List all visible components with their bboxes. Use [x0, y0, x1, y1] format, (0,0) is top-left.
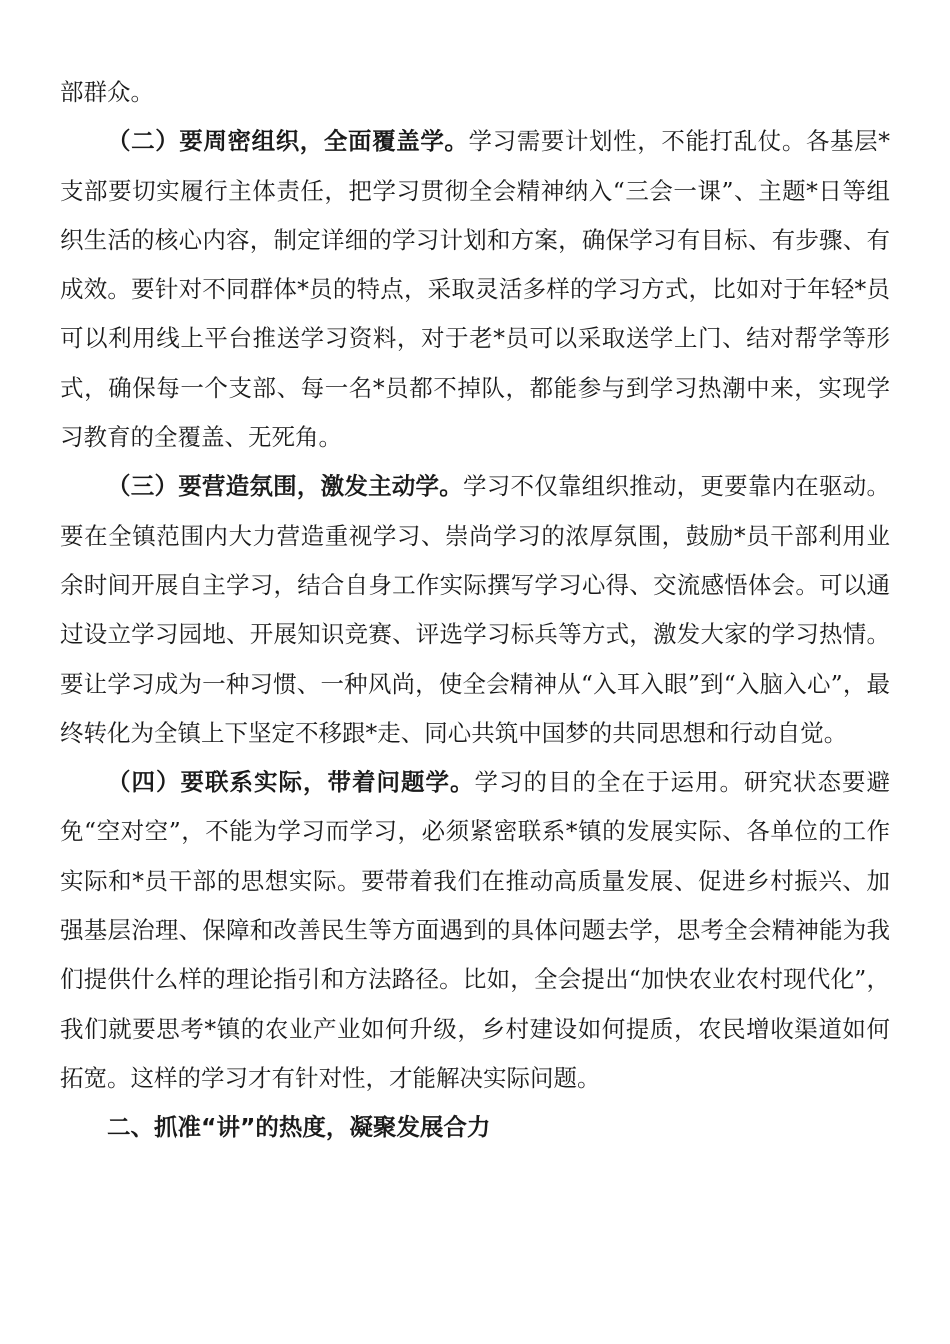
- section-heading: 二、抓准“讲”的热度，凝聚发展合力: [107, 1113, 491, 1142]
- section-body-3: 学习不仅靠组织推动，更要靠内在驱动。要在全镇范围内大力营造重视学习、崇尚学习的浓厚氛围，鼓励*员干部利用业余时间开展自主学习，结合自身工作实际撰写学习心得、交流感悟体会。可以通过设立学习园地、开展知识竞赛、评选学习标兵等方式，激发大家的学习热情。要让学习成为一种习惯、一种风尚，使全会精神从“入耳入眼”到“入脑入心”，最终转化为全镇上下坚定不移跟*走、同心共筑中国梦的共同思想和行动自觉。: [60, 472, 890, 747]
- section-lead-2: （二）要周密组织，全面覆盖学。: [107, 127, 469, 156]
- paragraph-section-4: [60, 758, 890, 1103]
- paragraph-section-2: [60, 117, 890, 462]
- section-lead-3: （三）要营造氛围，激发主动学。: [107, 472, 464, 501]
- document-page: [60, 68, 890, 1153]
- paragraph-fragment: 部群众。: [60, 78, 154, 106]
- section-body-2: 学习需要计划性，不能打乱仗。各基层*支部要切实履行主体责任，把学习贯彻全会精神纳入“三会一课”、主题*日等组织生活的核心内容，制定详细的学习计划和方案，确保学习有目标、有步骤、有成效。要针对不同群体*员的特点，采取灵活多样的学习方式，比如对于年轻*员可以利用线上平台推送学习资料，对于老*员可以采取送学上门、结对帮学等形式，确保每一个支部、每一名*员都不掉队，都能参与到学习热潮中来，实现学习教育的全覆盖、无死角。: [60, 127, 891, 452]
- section-body-4: 学习的目的全在于运用。研究状态要避免“空对空”，不能为学习而学习，必须紧密联系*镇的发展实际、各单位的工作实际和*员干部的思想实际。要带着我们在推动高质量发展、促进乡村振兴、加强基层治理、保障和改善民生等方面遇到的具体问题去学，思考全会精神能为我们提供什么样的理论指引和方法路径。比如，全会提出“加快农业农村现代化”，我们就要思考*镇的农业产业如何升级，乡村建设如何提质，农民增收渠道如何拓宽。这样的学习才有针对性，才能解决实际问题。: [60, 768, 890, 1092]
- paragraph-section-3: [60, 462, 890, 758]
- section-lead-4: （四）要联系实际，带着问题学。: [107, 768, 475, 797]
